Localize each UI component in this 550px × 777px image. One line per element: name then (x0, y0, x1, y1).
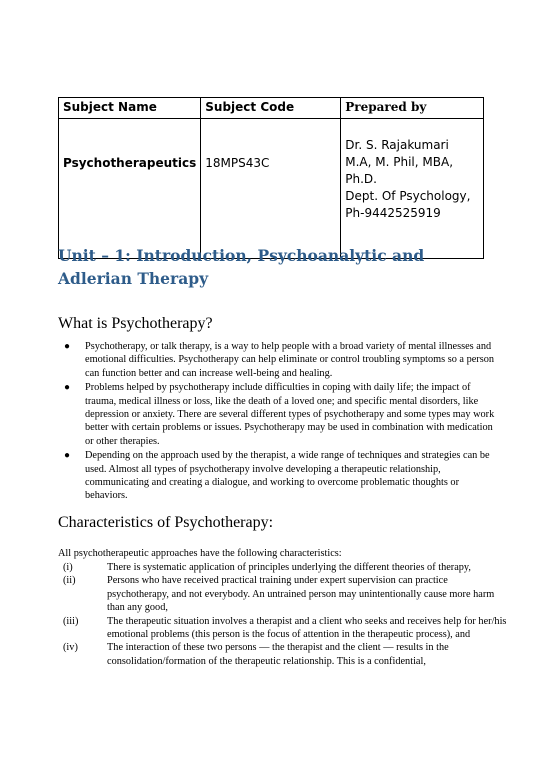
bullet-icon: ● (64, 382, 71, 394)
bullet-icon: ● (64, 450, 71, 462)
header-subject-name: Subject Name (59, 98, 201, 119)
subject-info-table (58, 97, 484, 259)
list-item (58, 641, 508, 668)
list-item (58, 381, 498, 448)
characteristics-list (58, 561, 508, 668)
psychotherapy-bullet-list (58, 340, 498, 504)
item-text: The interaction of these two persons — the therapist and the client — results in the consolidation/formation of the therapeutic relationship. This is a confidential, (107, 642, 449, 667)
preparer-phone: Ph-9442525919 (345, 206, 441, 220)
list-item (58, 574, 508, 614)
item-number: (ii) (63, 575, 76, 587)
preparer-degrees: M.A, M. Phil, MBA, (345, 155, 454, 169)
item-number: (iv) (63, 642, 78, 654)
table-row (59, 119, 484, 259)
preparer-department: Dept. Of Psychology, (345, 189, 471, 203)
subject-name-cell (59, 119, 201, 259)
section-heading-what-is-psychotherapy: What is Psychotherapy? (58, 315, 213, 332)
item-text: Persons who have received practical training under expert supervision can practice psychotherapy, and not everybody. An untrained person may unintentionally cause more harm than any good, (107, 575, 495, 614)
prepared-by-cell (341, 119, 484, 259)
item-text: The therapeutic situation involves a therapist and a client who seeks and receives help for her/his emotional problems (this person is the focus of attention in the therapeutic process), and (107, 615, 507, 641)
section-heading-characteristics: Characteristics of Psychotherapy: (58, 514, 274, 531)
item-number: (iii) (63, 615, 79, 627)
subject-code-value: 18MPS43C (201, 119, 341, 259)
characteristics-intro: All psychotherapeutic approaches have the following characteristics: (58, 548, 342, 559)
header-subject-code: Subject Code (201, 98, 341, 119)
table-header-row (59, 98, 484, 119)
bullet-icon: ● (64, 341, 71, 352)
unit-title: Unit – 1: Introduction, Psychoanalytic and Adlerian Therapy (58, 246, 425, 288)
item-text: There is systematic application of principles underlying the different theories of therapy, (107, 562, 471, 573)
header-prepared-by: Prepared by (341, 98, 484, 119)
preparer-name: Dr. S. Rajakumari (345, 138, 449, 152)
bullet-text: Psychotherapy, or talk therapy, is a way to help people with a broad variety of mental illnesses and emotional difficulties. Psychotherapy can help eliminate or control troubling symptoms so a person can function better and can increase well-being and healing. (85, 341, 495, 379)
list-item (58, 449, 498, 503)
item-number: (i) (63, 562, 73, 573)
list-item (58, 561, 508, 574)
bullet-text: Depending on the approach used by the therapist, a wide range of techniques and strategies can be used. Almost all types of psychotherapy involve developing a therapeutic relationship, communicating and creating a dialogue, and working to overcome problematic thoughts or behaviors. (85, 450, 490, 502)
list-item (58, 340, 498, 380)
list-item (58, 615, 508, 642)
subject-name-value: Psychotherapeutics (63, 156, 197, 170)
preparer-phd: Ph.D. (345, 172, 377, 186)
bullet-text: Problems helped by psychotherapy include difficulties in coping with daily life; the impact of trauma, medical illness or loss, like the death of a loved one; and specific mental disorders, like depression or anxiety. There are several different types of psychotherapy and some types may work better with certain problems or issues. Psychotherapy may be used in combination with medication or other therapies. (85, 382, 495, 447)
